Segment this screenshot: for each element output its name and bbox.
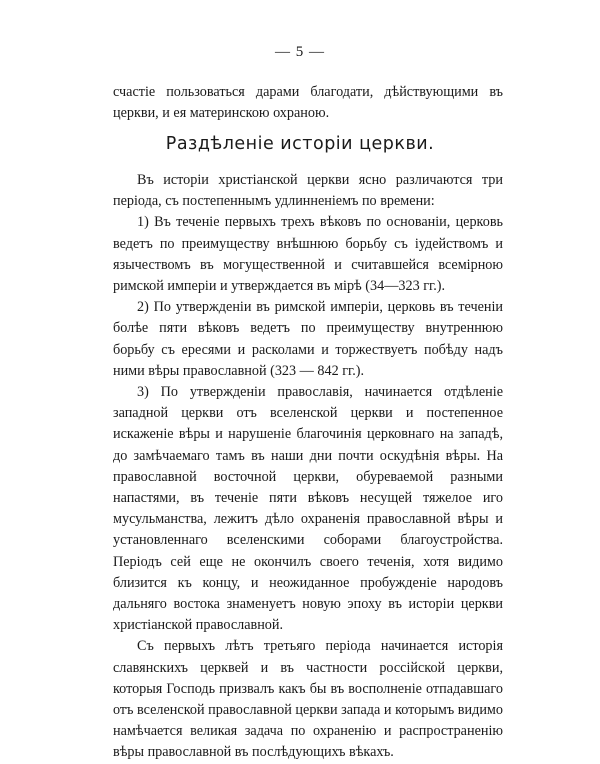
intro-paragraph: счастіе пользоваться дарами благодати, дѣйствующими въ церкви, и ея материнскою охраною.: [113, 84, 503, 122]
section-body: [113, 170, 503, 764]
section-title: Раздѣленіе исторіи церкви.: [165, 134, 435, 154]
paragraph-period-3: 3) По утвержденіи православія, начинается отдѣленіе западной церкви отъ вселенской церкви и постепенное искаженіе вѣры и нарушеніе благочинія церковнаго на западѣ, до замѣчаемаго тамъ въ наши дни почти оскудѣнія вѣры. На православной восточной церкви, обуреваемой разными напастями, въ теченіе пяти вѣковъ несущей тяжелое иго мусульманства, лежитъ дѣло охраненія православной вѣры и установленнаго вселенскими соборами благоустройства. Періодъ сей еще не окончилъ своего теченія, хотя видимо близится къ концу, и неожиданное пробужденіе народовъ дальняго востока знаменуетъ новую эпоху въ исторіи церкви христіанской православной.: [113, 384, 503, 634]
page-number: — 5 —: [275, 44, 325, 60]
paragraph-period-2: 2) По утвержденіи въ римской имперіи, церковь въ теченіи болѣе пяти вѣковъ ведетъ по преимуществу внутреннюю борьбу съ ересями и расколами и торжествуетъ побѣду надъ ними вѣры православной (323 — 842 гг.).: [113, 299, 503, 379]
paragraph-slavic-churches: Съ первыхъ лѣтъ третьяго періода начинается исторія славянскихъ церквей и въ частности россійской церкви, которыя Господь призвалъ какъ бы въ восполненіе отпадавшаго отъ вселенской православной церкви запада и которымъ видимо намѣчается великая задача по охраненію и распространенію вѣры православной въ послѣдующихъ вѣкахъ.: [113, 638, 503, 761]
intro-text-block: [113, 82, 503, 124]
paragraph-periods-overview: Въ исторіи христіанской церкви ясно различаются три періода, съ постепеннымъ удлинненіемъ по времени:: [113, 172, 503, 210]
paragraph-period-1: 1) Въ теченіе первыхъ трехъ вѣковъ по основаніи, церковь ведетъ по преимуществу внѣшнюю борьбу съ іудействомъ и язычествомъ въ могущественной и считавшейся всемірною римской имперіи и утверждается въ мірѣ (34—323 гг.).: [113, 214, 503, 295]
